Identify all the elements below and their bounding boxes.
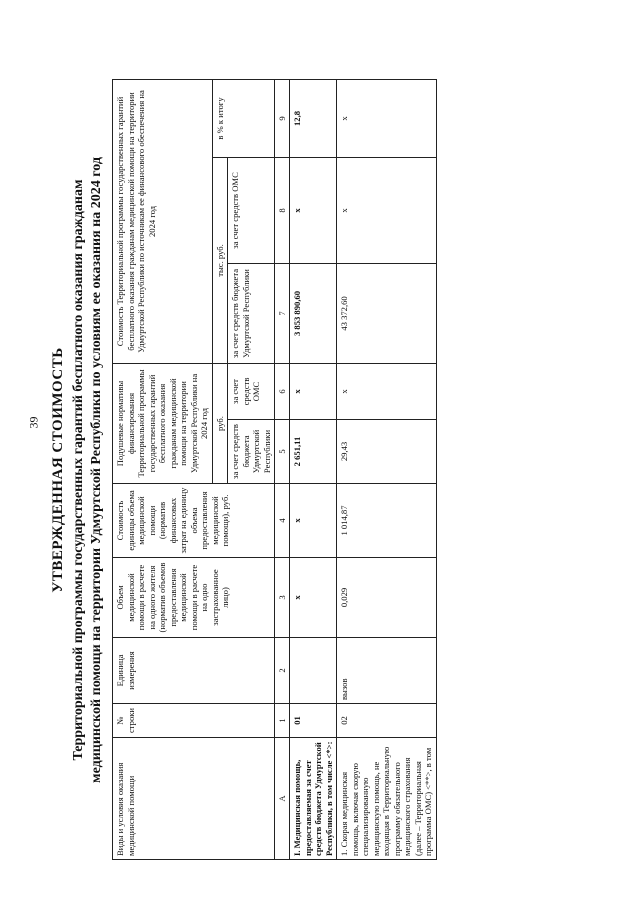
header-budget-src-7: за счет средств бюджета Удмуртской Республики bbox=[228, 263, 275, 363]
column-number: 8 bbox=[275, 157, 290, 263]
row-volume: 0,029 bbox=[337, 558, 437, 638]
row-pct: х bbox=[337, 79, 437, 157]
row-unit: вызов bbox=[337, 638, 437, 704]
header-budget-src-5: за счет средств бюджета Удмуртской Республики bbox=[228, 420, 275, 484]
row-cost-oms: х bbox=[337, 157, 437, 263]
table-row bbox=[337, 79, 437, 859]
rotated-sheet bbox=[50, 80, 590, 860]
row-per-capita-oms: х bbox=[337, 363, 437, 419]
header-col-4: Стоимость единицы объема медицинской помощи (норматив финансовых затрат на единицу объема предоставления медицинской помощи), руб. bbox=[113, 484, 275, 558]
header-col-1: № строки bbox=[113, 704, 275, 738]
header-oms-src-8: за счет средств ОМС bbox=[228, 157, 275, 263]
table-row bbox=[290, 79, 337, 859]
row-volume: х bbox=[290, 558, 337, 638]
row-per-capita-budget: 29,43 bbox=[337, 420, 437, 484]
header-col-a: Виды и условия оказания медицинской помощи bbox=[113, 738, 275, 860]
header-oms-src-6: за счет средств ОМС bbox=[228, 363, 275, 419]
header-col-2: Единица измерения bbox=[113, 638, 275, 704]
column-number: 5 bbox=[275, 420, 290, 484]
row-per-capita-oms: х bbox=[290, 363, 337, 419]
column-number: 4 bbox=[275, 484, 290, 558]
page-title: УТВЕРЖДЕННАЯ СТОИМОСТЬ bbox=[50, 347, 66, 593]
row-name: I. Медицинская помощь, предоставляемая за счет средств бюджета Удмуртской Республики, в том числе <*>: bbox=[290, 738, 337, 860]
row-cost-budget: 3 853 890,60 bbox=[290, 263, 337, 363]
row-name: 1. Скорая медицинская помощь, включая скорую специализированную медицинскую помощь, не входящая в Территориальную программу обязательного медицинского страхования (далее – Территориальная программа ОМС) <**>, в том bbox=[337, 738, 437, 860]
page-number: 39 bbox=[26, 416, 41, 429]
subtitle-line-1: Территориальной программы государственных гарантий бесплатного оказания гражданам bbox=[71, 179, 86, 761]
row-line-number: 02 bbox=[337, 704, 437, 738]
header-thous-rub: тыс. руб. bbox=[212, 157, 228, 363]
header-row-1 bbox=[113, 79, 213, 859]
page-subtitle bbox=[70, 80, 106, 860]
row-unit-cost: 1 014,87 bbox=[337, 484, 437, 558]
subtitle-line-2: медицинской помощи на территории Удмуртской Республики по условиям ее оказания на 2024 год bbox=[89, 157, 104, 783]
column-number: 9 bbox=[275, 79, 290, 157]
column-number: 2 bbox=[275, 638, 290, 704]
row-pct: 12,8 bbox=[290, 79, 337, 157]
row-per-capita-budget: 2 651,11 bbox=[290, 420, 337, 484]
row-unit bbox=[290, 638, 337, 704]
row-unit-cost: х bbox=[290, 484, 337, 558]
column-number-row bbox=[275, 79, 290, 859]
column-number: 7 bbox=[275, 263, 290, 363]
row-line-number: 01 bbox=[290, 704, 337, 738]
column-number: 6 bbox=[275, 363, 290, 419]
row-cost-budget: 43 372,60 bbox=[337, 263, 437, 363]
row-cost-oms: х bbox=[290, 157, 337, 263]
header-col-7-9: Стоимость Территориальной программы государственных гарантий бесплатного оказания гражданам медицинской помощи на территории Удмуртской Республики по источникам ее финансового обеспечения на 2024 год bbox=[113, 79, 213, 363]
column-number: 1 bbox=[275, 704, 290, 738]
header-col-3: Объем медицинской помощи в расчете на одного жителя (норматив объемов предоставления медицинской помощи в расчете на одно застрахованное лицо) bbox=[113, 558, 275, 638]
column-number: 3 bbox=[275, 558, 290, 638]
header-pct: в % к итогу bbox=[212, 79, 275, 157]
header-rub: руб. bbox=[212, 363, 228, 483]
cost-table bbox=[112, 79, 437, 860]
header-col-5-6: Подушевые нормативы финансирования Территориальной программы государственных гарантий бесплатного оказания гражданам медицинской помощи на территории Удмуртской Республики на 2024 год bbox=[113, 363, 213, 483]
column-number: А bbox=[275, 738, 290, 860]
